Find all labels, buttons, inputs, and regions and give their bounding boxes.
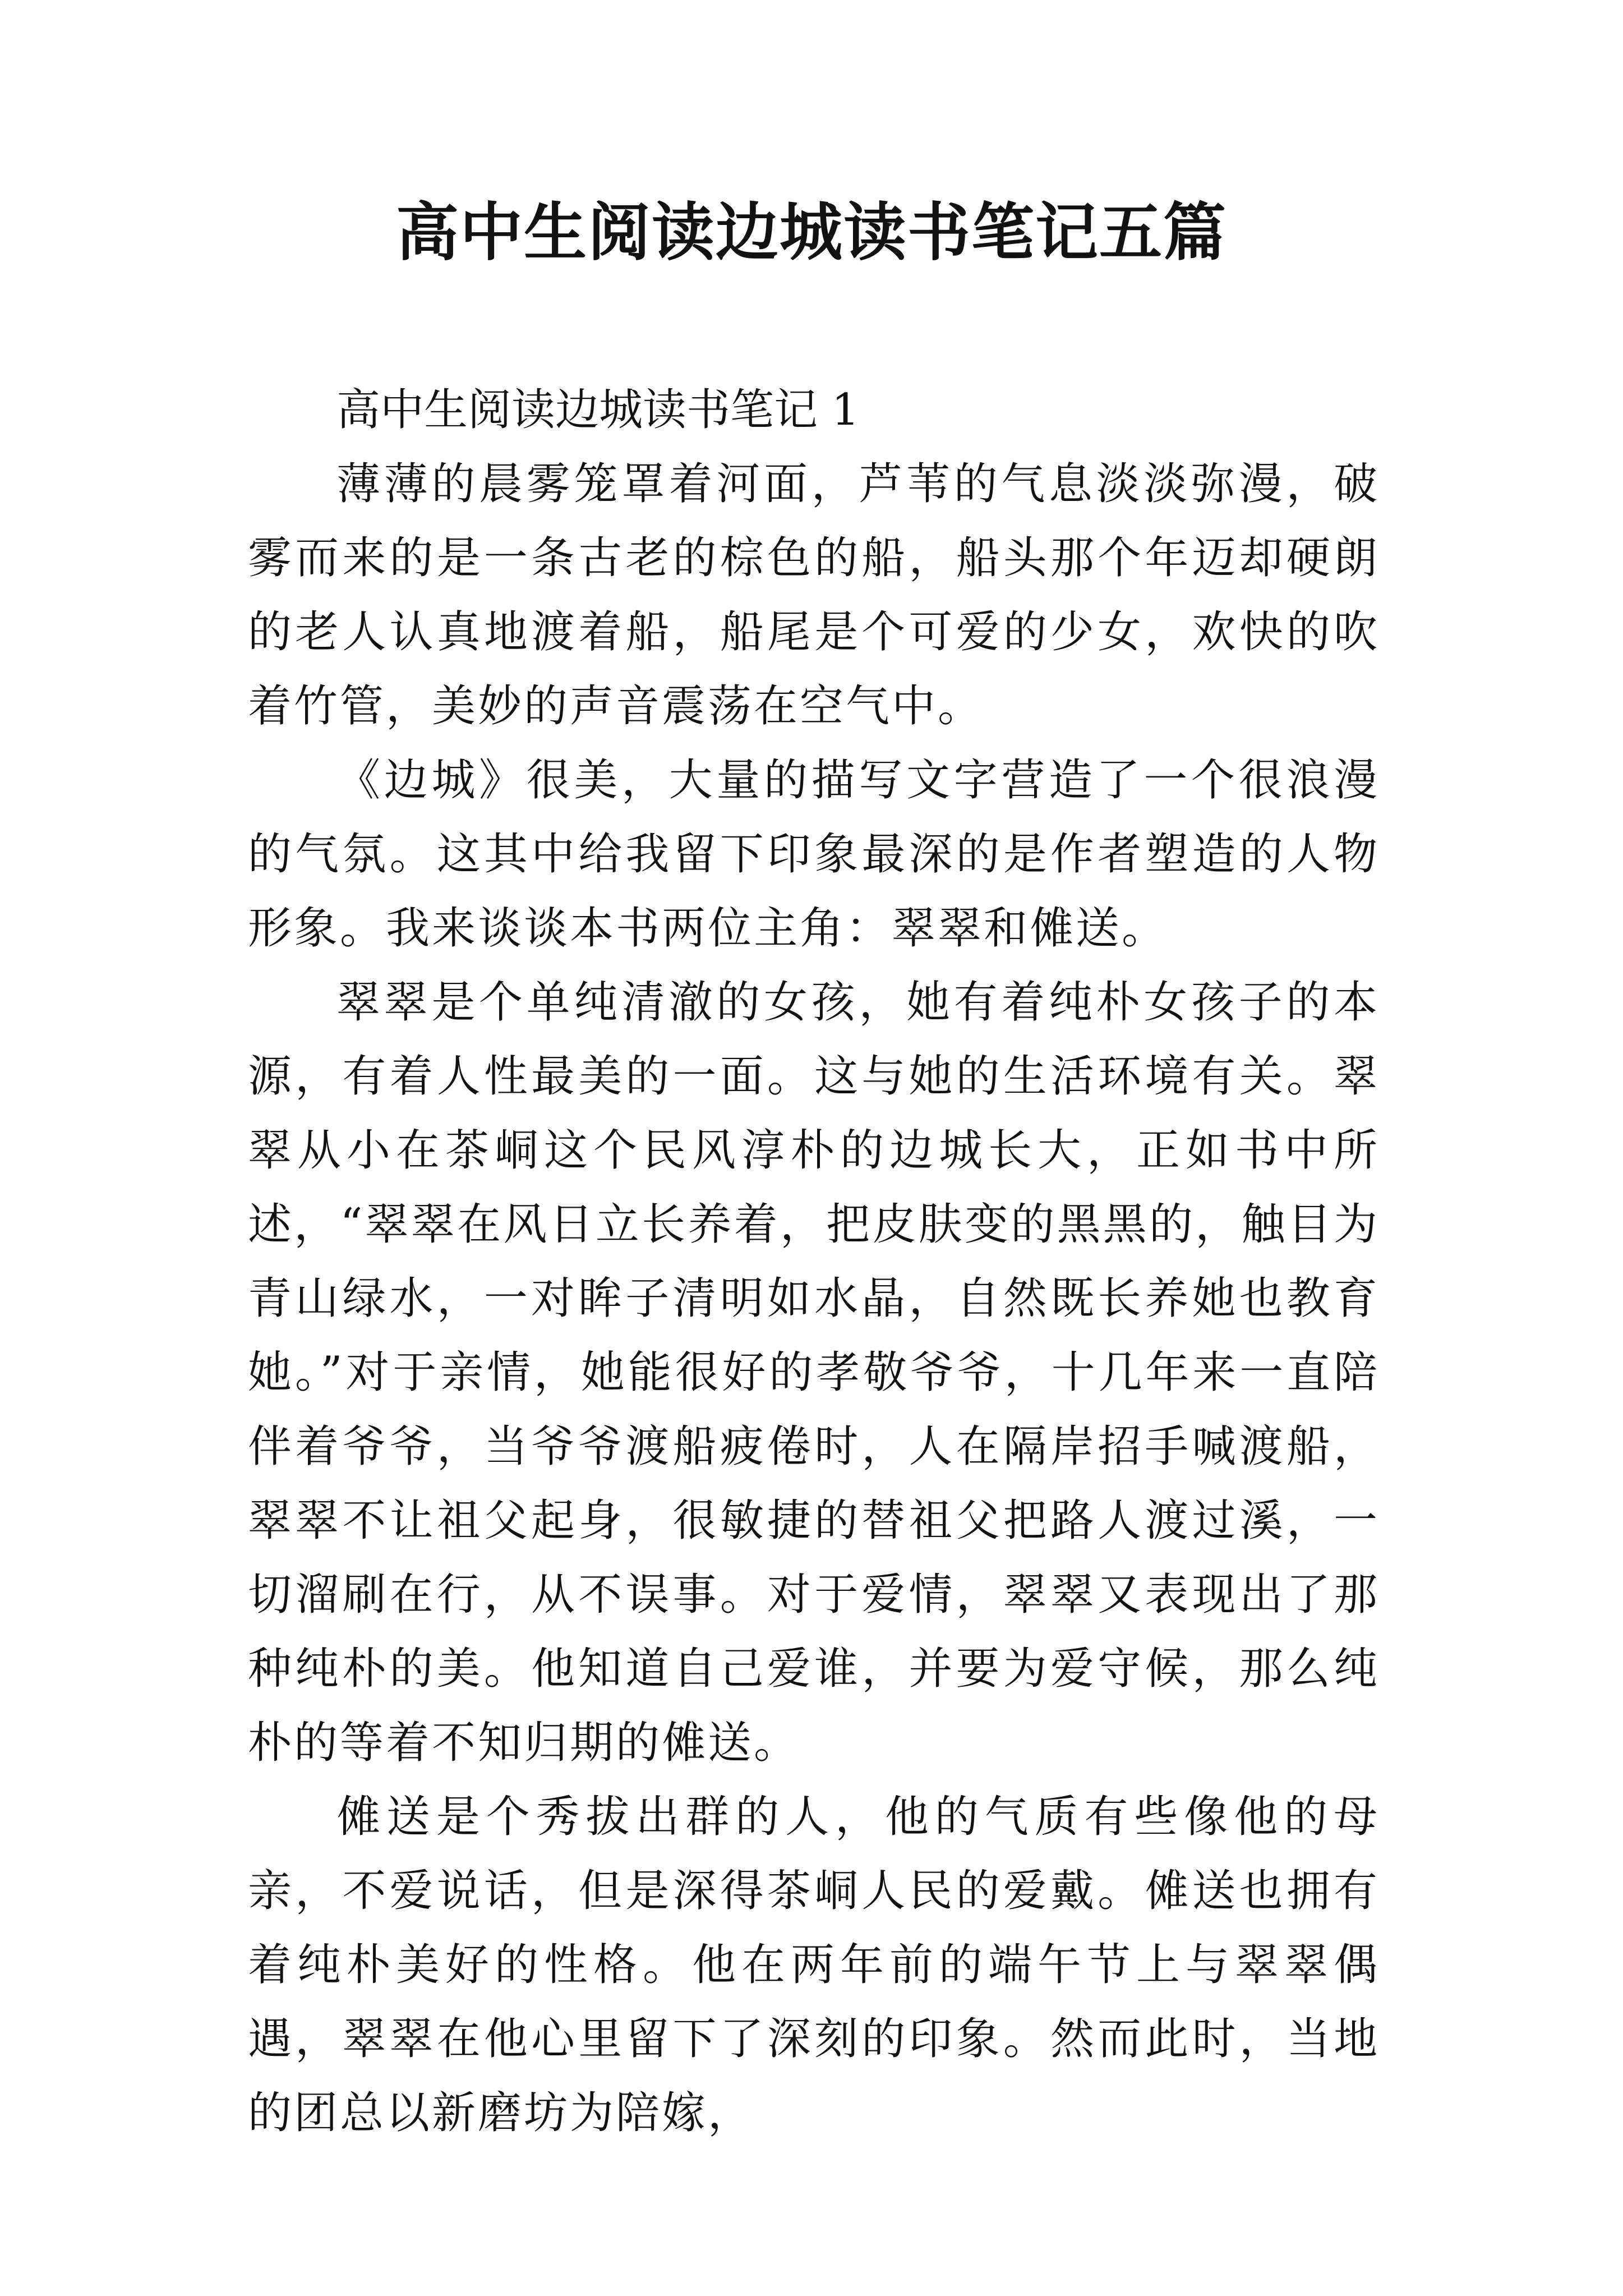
section-heading: 高中生阅读边城读书笔记 1 bbox=[336, 385, 860, 435]
paragraph-1: 薄薄的晨雾笼罩着河面，芦苇的气息淡淡弥漫，破雾而来的是一条古老的棕色的船，船头那个年迈却硬朗的老人认真地渡着船，船尾是个可爱的少女，欢快的吹着竹管，美妙的声音震荡在空气中。 bbox=[248, 459, 1380, 731]
paragraph-2: 《边城》很美，大量的描写文字营造了一个很浪漫的气氛。这其中给我留下印象最深的是作者塑造的人物形象。我来谈谈本书两位主角：翠翠和傩送。 bbox=[248, 755, 1380, 954]
paragraph-4: 傩送是个秀拔出群的人，他的气质有些像他的母亲，不爱说话，但是深得茶峒人民的爱戴。傩送也拥有着纯朴美好的性格。他在两年前的端午节上与翠翠偶遇，翠翠在他心里留下了深刻的印象。然而此时，当地的团总以新磨坊为陪嫁， bbox=[248, 1792, 1380, 2138]
document-title: 高中生阅读边城读书笔记五篇 bbox=[396, 196, 1227, 269]
document-body bbox=[248, 373, 1380, 2150]
paragraph-3: 翠翠是个单纯清澈的女孩，她有着纯朴女孩子的本源，有着人性最美的一面。这与她的生活环境有关。翠翠从小在茶峒这个民风淳朴的边城长大，正如书中所述，“翠翠在风日立长养着，把皮肤变的黑黑的，触目为青山绿水，一对眸子清明如水晶，自然既长养她也教育她。”对于亲情，她能很好的孝敬爷爷，十几年来一直陪伴着爷爷，当爷爷渡船疲倦时，人在隔岸招手喊渡船，翠翠不让祖父起身，很敏捷的替祖父把路人渡过溪，一切溜刷在行，从不误事。对于爱情，翠翠又表现出了那种纯朴的美。他知道自己爱谁，并要为爱守候，那么纯朴的等着不知归期的傩送。 bbox=[248, 977, 1380, 1768]
